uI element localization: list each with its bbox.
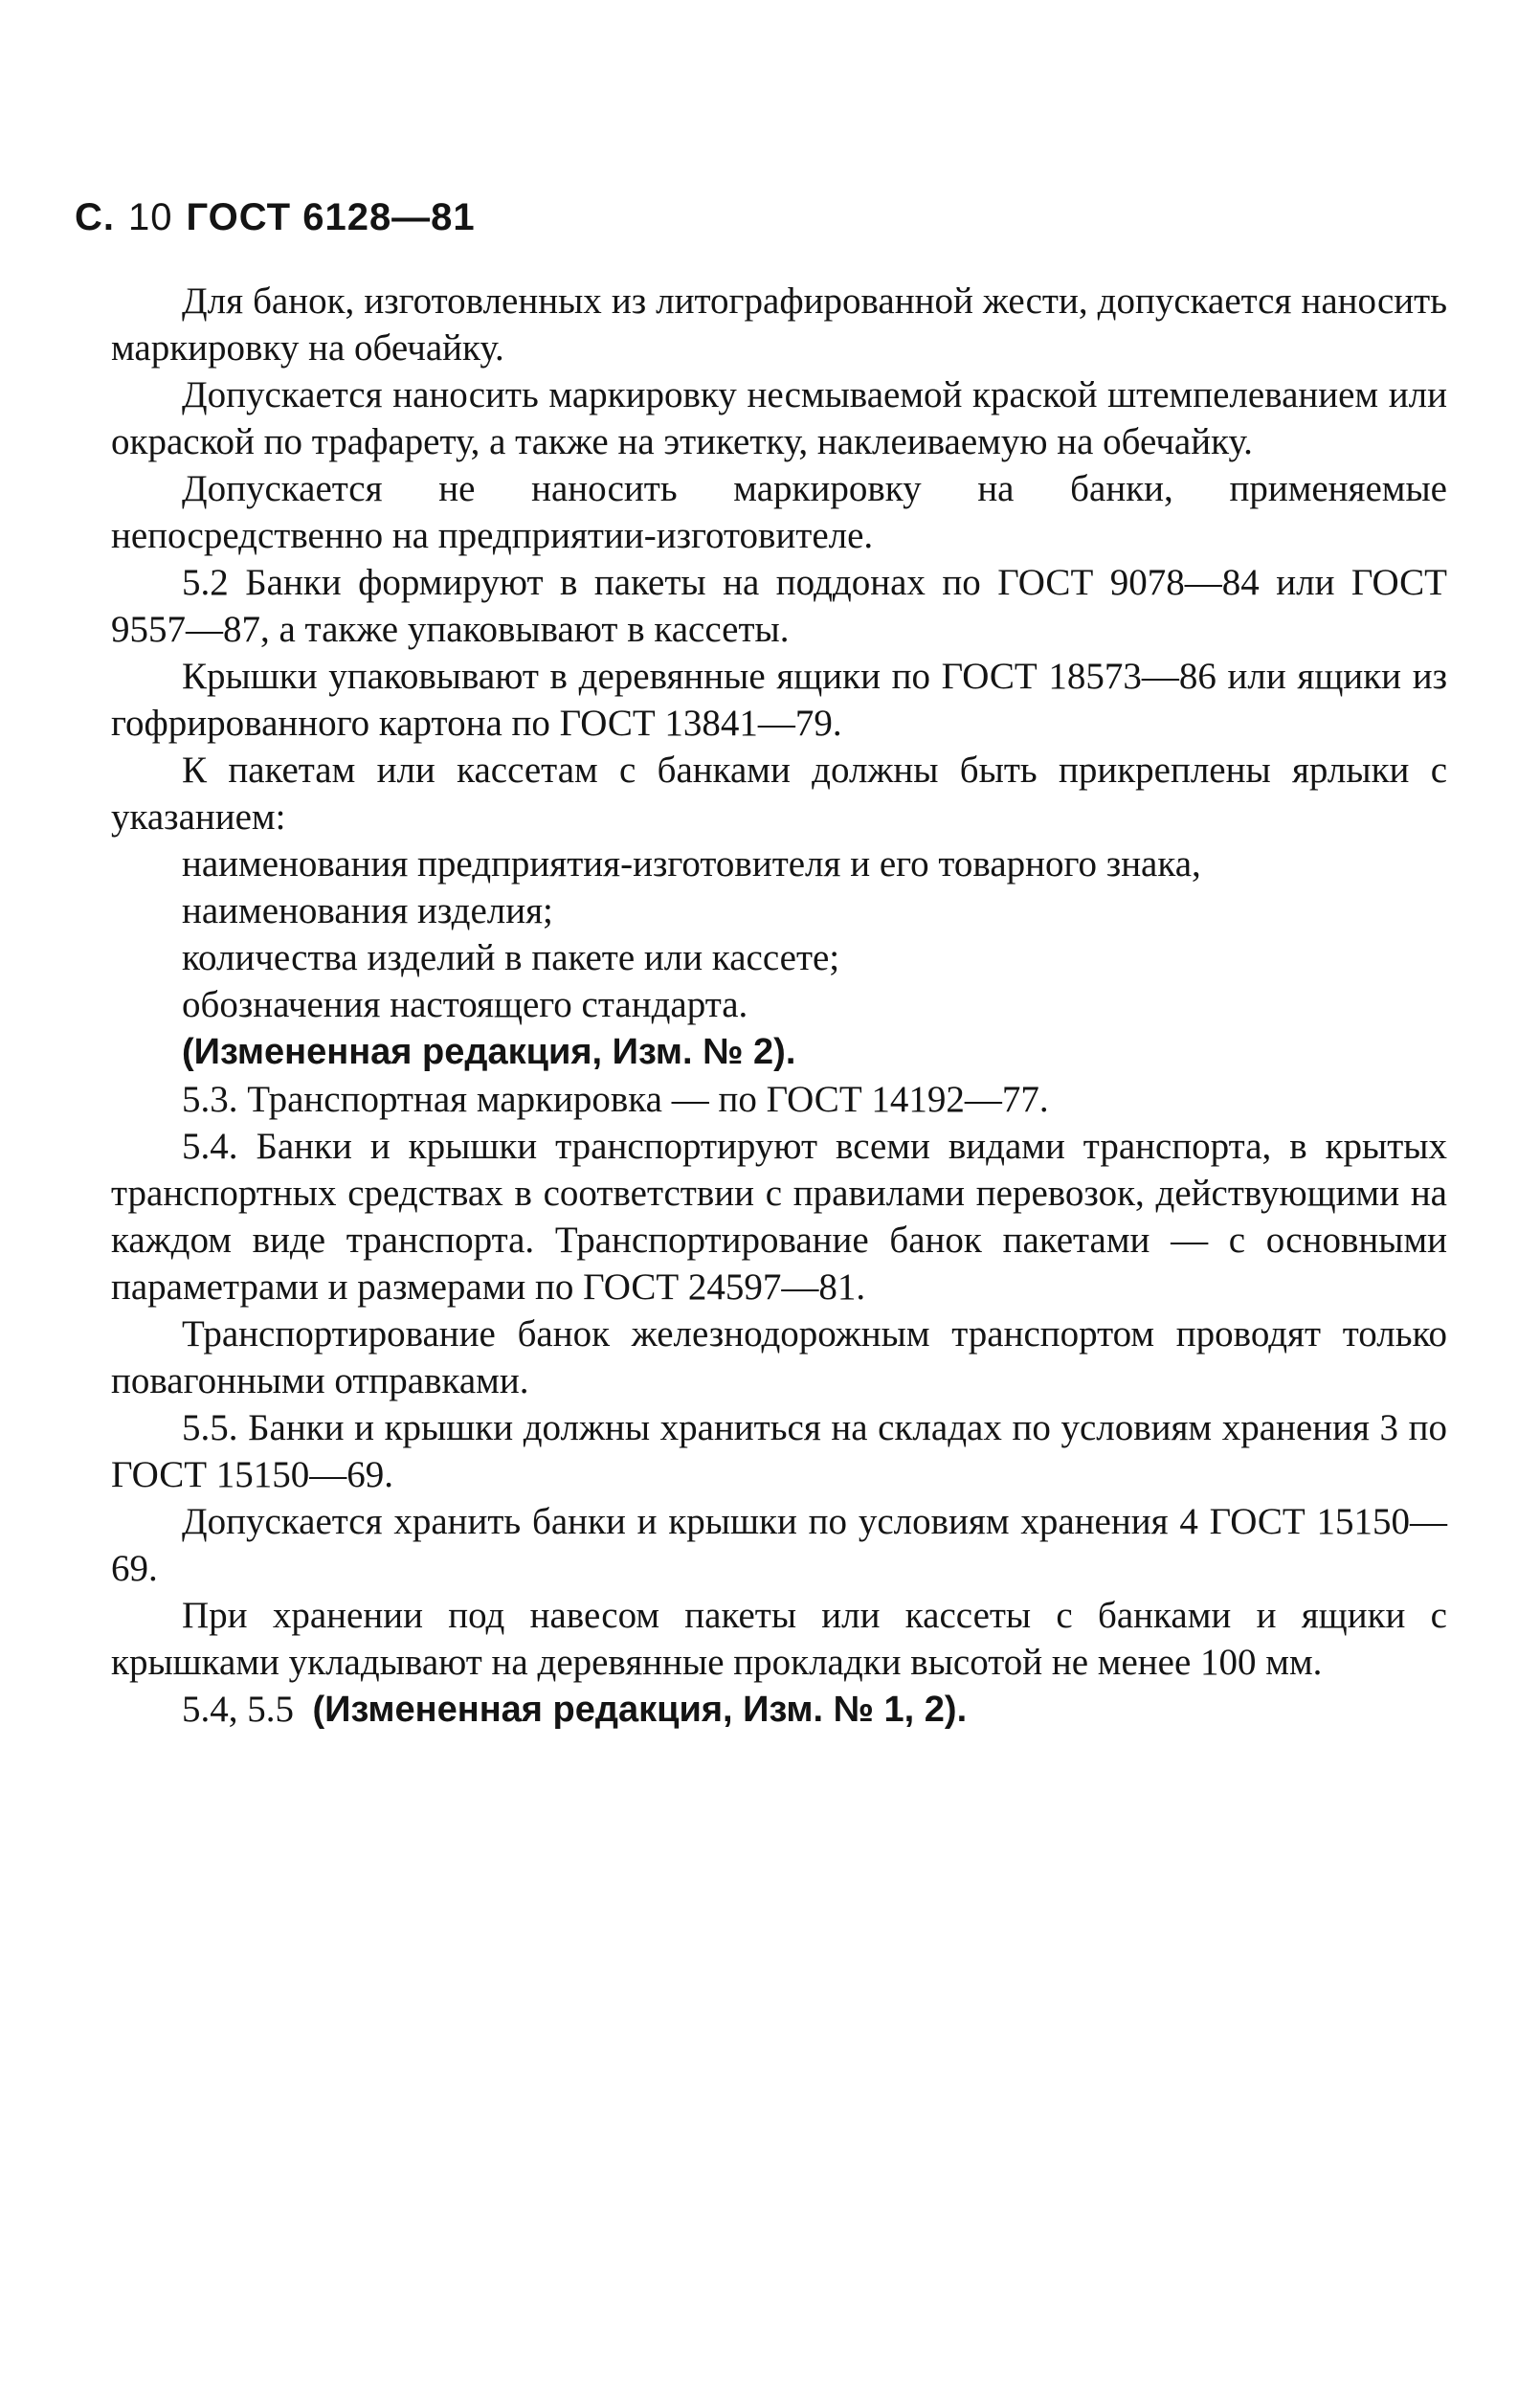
- list-item: количества изделий в пакете или кассете;: [182, 937, 840, 978]
- paragraph: Допускается не наносить маркировку на банки, применяемые непосредственно на предприятии-изготовителе.: [111, 468, 1447, 556]
- paragraph-5-2: 5.2 Банки формируют в пакеты на поддонах по ГОСТ 9078—84 или ГОСТ 9557—87, а также упаковывают в кассеты.: [111, 562, 1447, 650]
- page-prefix: С.: [75, 196, 115, 238]
- paragraph: Крышки упаковывают в деревянные ящики по ГОСТ 18573—86 или ящики из гофрированного картона по ГОСТ 13841—79.: [111, 656, 1447, 744]
- paragraph: Транспортирование банок железнодорожным транспортом проводят только повагонными отправками.: [111, 1313, 1447, 1401]
- paragraph-5-4: 5.4. Банки и крышки транспортируют всеми видами транспорта, в крытых транспортных средствах в соответствии с правилами перевозок, действующими на каждом виде транспорта. Транспортирование банок пакетами — с основными параметрами и размерами по ГОСТ 24597—81.: [111, 1126, 1447, 1308]
- page-header: [75, 196, 476, 239]
- list-item: наименования предприятия-изготовителя и его товарного знака,: [182, 843, 1201, 885]
- paragraph: Допускается наносить маркировку несмываемой краской штемпелеванием или окраской по трафарету, а также на этикетку, наклеиваемую на обечайку.: [111, 374, 1447, 462]
- page-number: 10: [128, 196, 173, 238]
- paragraph-5-5: 5.5. Банки и крышки должны храниться на складах по условиям хранения 3 по ГОСТ 15150—69.: [111, 1407, 1447, 1495]
- amendment-text: (Измененная редакция, Изм. № 1, 2).: [312, 1690, 968, 1730]
- amendment-note: [111, 1686, 1447, 1734]
- amendment-text: (Измененная редакция, Изм. № 2).: [182, 1032, 796, 1072]
- list-item: обозначения настоящего стандарта.: [182, 984, 748, 1025]
- document-body: [111, 278, 1447, 1734]
- amendment-note: [111, 1028, 1447, 1076]
- list-item: наименования изделия;: [182, 890, 553, 931]
- paragraph: При хранении под навесом пакеты или кассеты с банками и ящики с крышками укладывают на деревянные прокладки высотой не менее 100 мм.: [111, 1595, 1447, 1683]
- paragraph: Для банок, изготовленных из литографированной жести, допускается наносить маркировку на обечайку.: [111, 280, 1447, 369]
- standard-code: ГОСТ 6128—81: [186, 196, 476, 238]
- amendment-clauses: 5.4, 5.5: [182, 1689, 294, 1730]
- paragraph-5-3: 5.3. Транспортная маркировка — по ГОСТ 14192—77.: [182, 1079, 1049, 1120]
- paragraph: Допускается хранить банки и крышки по условиям хранения 4 ГОСТ 15150—69.: [111, 1501, 1447, 1589]
- paragraph: К пакетам или кассетам с банками должны быть прикреплены ярлыки с указанием:: [111, 750, 1447, 838]
